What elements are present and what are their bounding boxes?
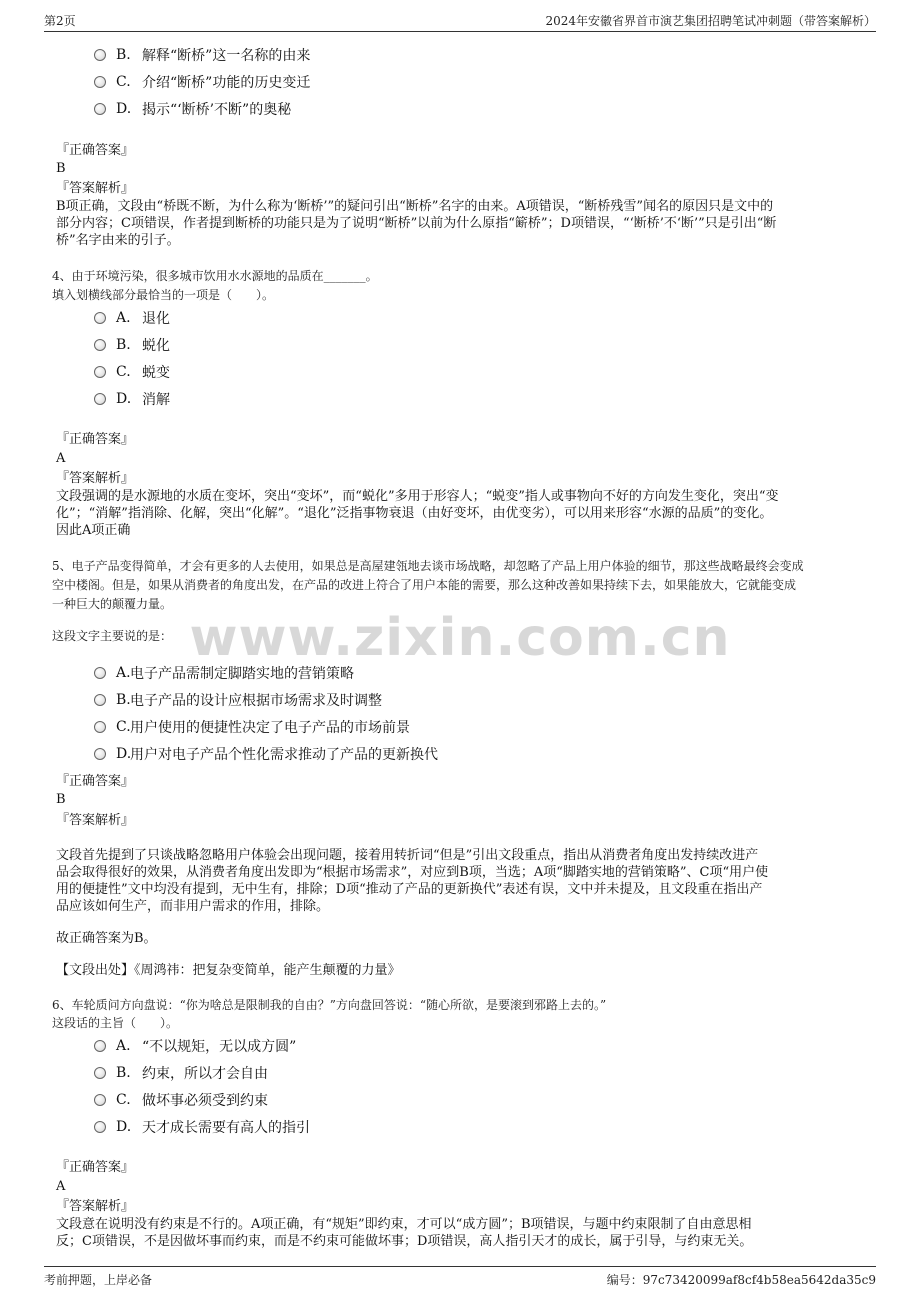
radio-icon[interactable]	[94, 1067, 106, 1079]
radio-icon[interactable]	[94, 312, 106, 324]
option-label: C.	[116, 1092, 131, 1108]
radio-icon[interactable]	[94, 1094, 106, 1106]
option-text: 揭示“‘断桥’不断”的奥秘	[142, 102, 292, 118]
q6-analysis-line: 文段意在说明没有约束是不行的。A项正确，有“规矩”即约束，才可以“成方圆”；B项错误，与题中约束限制了自由意思相	[56, 1217, 752, 1232]
option-text: 做坏事必须受到约束	[142, 1093, 268, 1109]
q6-answer-title: 『正确答案』	[56, 1160, 135, 1175]
q5-analysis-line: 文段首先提到了只谈战略忽略用户体验会出现问题，接着用转折词“但是”引出文段重点，指出从消费者角度出发持续改进产	[56, 848, 759, 863]
option-label: D.	[116, 1119, 132, 1135]
q5-stem-line: 5、电子产品变得简单，才会有更多的人去使用，如果总是高屋建瓴地去谈市场战略，却忽略了产品上用户体验的细节，那这些战略最终会变成	[52, 559, 804, 573]
radio-icon[interactable]	[94, 103, 106, 115]
option-label: D.	[116, 101, 132, 117]
option-text: 用户使用的便捷性决定了电子产品的市场前景	[130, 720, 410, 736]
option-text: 退化	[142, 311, 170, 327]
q4-analysis-line: 文段强调的是水源地的水质在变坏，突出“变坏”，而“蜕化”多用于形容人；“蜕变”指人或事物向不好的方向发生变化，突出“变	[56, 489, 779, 504]
q5-stem-line: 一种巨大的颠覆力量。	[52, 597, 173, 611]
q6-analysis-line: 反；C项错误，不是因做坏事而约束，而是不约束可能做坏事；D项错误，高人指引天才的成长，属于引导，与约束无关。	[56, 1234, 753, 1249]
q5-option-b[interactable]	[94, 689, 382, 711]
radio-icon[interactable]	[94, 1040, 106, 1052]
radio-icon[interactable]	[94, 1121, 106, 1133]
radio-icon[interactable]	[94, 366, 106, 378]
q4-analysis-line: 化”；“消解”指消除、化解，突出“化解”。“退化”泛指事物衰退（由好变坏，由优变劣），可以用来形容“水源的品质”的变化。	[56, 506, 773, 521]
document-id: 编号：97c73420099af8cf4b58ea5642da35c9	[606, 1273, 876, 1287]
q3-option-d[interactable]	[94, 98, 291, 120]
q5-answer-title: 『正确答案』	[56, 774, 135, 789]
q3-analysis-title: 『答案解析』	[56, 181, 135, 196]
option-label: C.	[116, 74, 131, 90]
radio-icon[interactable]	[94, 721, 106, 733]
option-text: 解释“断桥”这一名称的由来	[142, 48, 311, 64]
option-text: 用户对电子产品个性化需求推动了产品的更新换代	[130, 747, 438, 763]
q4-answer-title: 『正确答案』	[56, 432, 135, 447]
q5-analysis-line: 品应该如何生产，而非用户需求的作用，排除。	[56, 899, 330, 914]
footer-slogan: 考前押题，上岸必备	[44, 1273, 153, 1287]
q4-stem: 4、由于环境污染，很多城市饮用水水源地的品质在_______。	[52, 269, 378, 283]
q4-option-c[interactable]	[94, 361, 170, 383]
q5-question: 这段文字主要说的是：	[52, 629, 173, 643]
option-label: C.	[116, 719, 131, 735]
q6-option-d[interactable]	[94, 1116, 310, 1138]
q6-option-c[interactable]	[94, 1089, 268, 1111]
q5-source: 【文段出处】《周鸿祎：把复杂变简单，能产生颠覆的力量》	[56, 963, 401, 978]
q5-conclusion: 故正确答案为B。	[56, 931, 157, 946]
q4-option-d[interactable]	[94, 388, 170, 410]
footer-rule	[44, 1266, 876, 1267]
q4-analysis-title: 『答案解析』	[56, 471, 135, 486]
q5-option-d[interactable]	[94, 743, 438, 765]
q4-answer: A	[56, 451, 66, 466]
radio-icon[interactable]	[94, 393, 106, 405]
option-text: 天才成长需要有高人的指引	[142, 1120, 310, 1136]
radio-icon[interactable]	[94, 694, 106, 706]
option-text: 约束，所以才会自由	[142, 1066, 268, 1082]
option-text: 消解	[142, 392, 170, 408]
q6-stem: 6、车轮质问方向盘说：“你为啥总是限制我的自由？”方向盘回答说：“随心所欲，是要滚到邪路上去的。”	[52, 998, 607, 1012]
q4-option-a[interactable]	[94, 307, 170, 329]
q5-answer: B	[56, 792, 66, 807]
q5-option-a[interactable]	[94, 662, 354, 684]
radio-icon[interactable]	[94, 748, 106, 760]
option-label: D.	[116, 746, 132, 762]
radio-icon[interactable]	[94, 667, 106, 679]
option-text: 电子产品需制定脚踏实地的营销策略	[130, 666, 354, 682]
q6-instruction: 这段话的主旨（ ）。	[52, 1016, 179, 1030]
q5-option-c[interactable]	[94, 716, 410, 738]
q4-option-b[interactable]	[94, 334, 170, 356]
q6-option-a[interactable]	[94, 1035, 296, 1057]
q3-analysis-line: B项正确，文段由“桥既不断，为什么称为‘断桥’”的疑问引出“断桥”名字的由来。A项错误，“断桥残雪”闻名的原因只是文中的	[56, 199, 774, 214]
option-label: B.	[116, 337, 131, 353]
option-text: “不以规矩，无以成方圆”	[142, 1039, 297, 1055]
option-label: A.	[116, 665, 131, 681]
option-text: 介绍“断桥”功能的历史变迁	[142, 75, 311, 91]
option-label: B.	[116, 692, 131, 708]
q4-analysis-line: 因此A项正确	[56, 523, 131, 538]
radio-icon[interactable]	[94, 339, 106, 351]
q6-answer: A	[56, 1179, 66, 1194]
q5-stem-line: 空中楼阁。但是，如果从消费者的角度出发，在产品的改进上符合了用户本能的需要，那么这种改善如果持续下去，如果能放大，它就能变成	[52, 578, 797, 592]
option-label: B.	[116, 47, 131, 63]
option-text: 蜕变	[142, 365, 170, 381]
q3-answer: B	[56, 161, 66, 176]
q3-analysis-line: 桥”名字由来的引子。	[56, 233, 180, 248]
q5-analysis-line: 用的便捷性”文中均没有提到，无中生有，排除；D项“推动了产品的更新换代”表述有误，文中并未提及，且文段重在指出产	[56, 882, 763, 897]
option-label: A.	[116, 310, 131, 326]
page-number: 第2页	[44, 14, 76, 28]
q6-option-b[interactable]	[94, 1062, 268, 1084]
q3-analysis-line: 部分内容；C项错误，作者提到断桥的功能只是为了说明“断桥”以前为什么原指“簖桥”；D项错误，“‘断桥’不‘断’”只是引出“断	[56, 216, 777, 231]
radio-icon[interactable]	[94, 76, 106, 88]
q5-analysis-title: 『答案解析』	[56, 813, 135, 828]
option-text: 蜕化	[142, 338, 170, 354]
header-rule	[44, 31, 876, 32]
q3-answer-title: 『正确答案』	[56, 143, 135, 158]
q3-option-c[interactable]	[94, 71, 310, 93]
q6-analysis-title: 『答案解析』	[56, 1199, 135, 1214]
q3-option-b[interactable]	[94, 44, 310, 66]
option-label: C.	[116, 364, 131, 380]
q4-instruction: 填入划横线部分最恰当的一项是（ ）。	[52, 288, 275, 302]
option-label: D.	[116, 391, 132, 407]
radio-icon[interactable]	[94, 49, 106, 61]
q5-analysis-line: 品会取得很好的效果，从消费者角度出发即为“根据市场需求”，对应到B项，当选；A项“脚踏实地的营销策略”、C项“用户使	[56, 865, 769, 880]
document-title: 2024年安徽省界首市演艺集团招聘笔试冲刺题（带答案解析）	[545, 14, 876, 28]
option-label: A.	[116, 1038, 131, 1054]
option-text: 电子产品的设计应根据市场需求及时调整	[130, 693, 382, 709]
option-label: B.	[116, 1065, 131, 1081]
watermark: www.zixin.com.cn	[189, 608, 731, 668]
